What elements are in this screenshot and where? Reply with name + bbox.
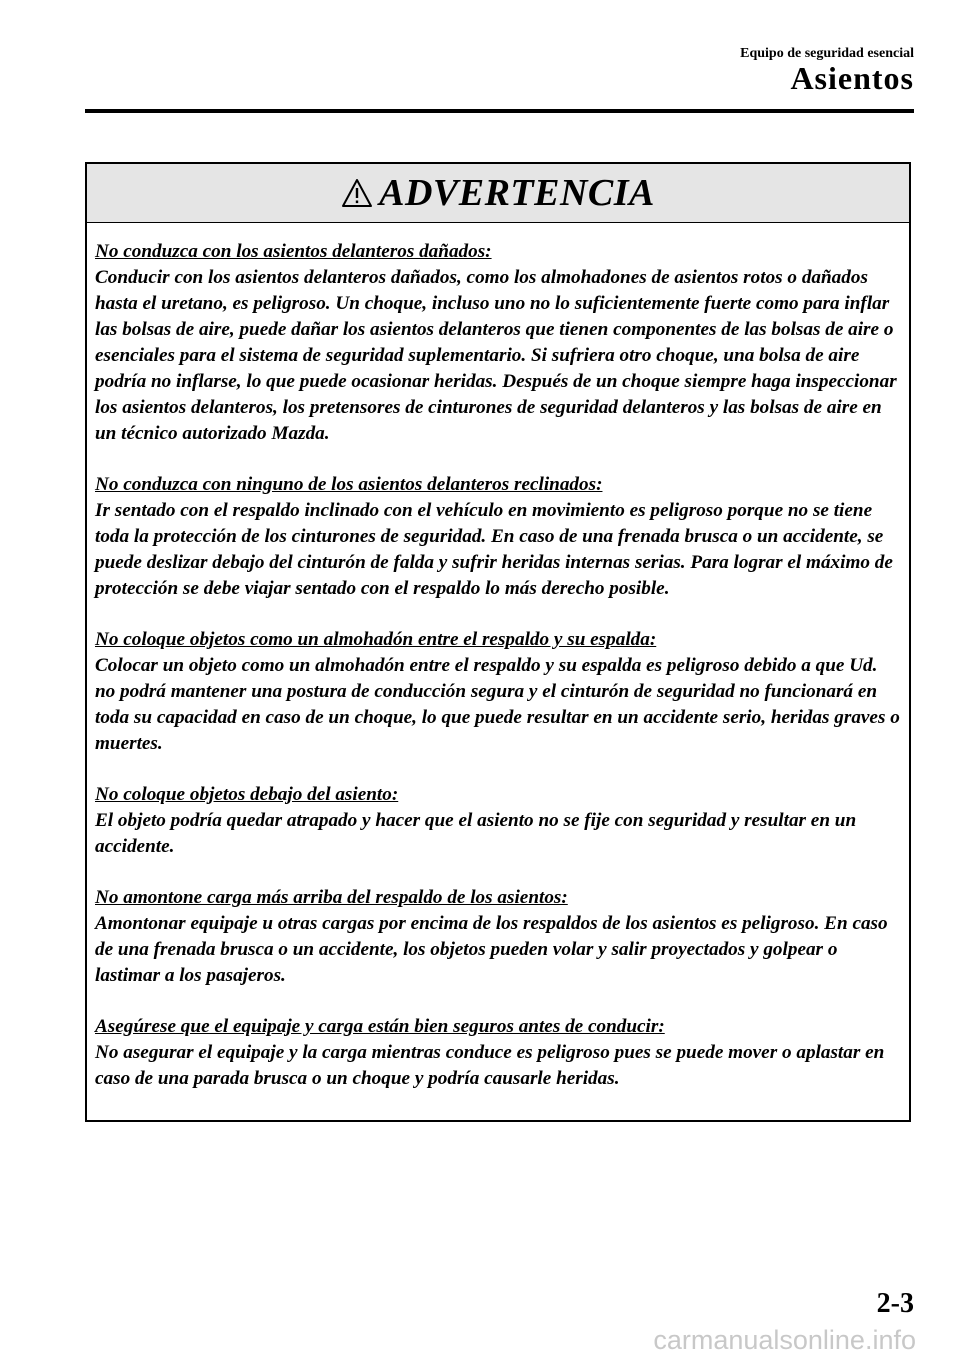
warning-header: [87, 164, 909, 223]
warning-item-heading: No amontone carga más arriba del respaldo de los asientos:: [95, 887, 568, 908]
warning-item-heading: Asegúrese que el equipaje y carga están bien seguros antes de conducir:: [95, 1016, 665, 1037]
watermark: carmanualsonline.info: [653, 1325, 916, 1355]
warning-item: [95, 1014, 901, 1092]
warning-item-text: Amontonar equipaje u otras cargas por encima de los respaldos de los asientos es peligroso. En caso de una frenada brusca o un accidente, los objetos pueden volar y salir proyectados y golpear o lastimar a los pasajeros.: [95, 913, 888, 986]
warning-item: [95, 627, 901, 757]
warning-item: [95, 782, 901, 860]
warning-item-text: Conducir con los asientos delanteros dañados, como los almohadones de asientos rotos o dañados hasta el uretano, es peligroso. Un choque, incluso uno no lo suficientemente fuerte como para inflar las bolsas de aire, puede dañar los asientos delanteros que tienen componentes de las bolsas de aire o esenciales para el sistema de seguridad suplementario. Si sufriera otro choque, una bolsa de aire podría no inflarse, lo que puede ocasionar heridas. Después de un choque siempre haga inspeccionar los asientos delanteros, los pretensores de cinturones de seguridad delanteros y las bolsas de aire en un técnico autorizado Mazda.: [95, 267, 897, 444]
warning-body: [87, 223, 909, 1092]
page-number: 2-3: [876, 1288, 914, 1319]
warning-item-text: El objeto podría quedar atrapado y hacer que el asiento no se fije con seguridad y resultar en un accidente.: [95, 810, 857, 857]
warning-triangle-icon: [341, 178, 373, 208]
warning-item-text: Ir sentado con el respaldo inclinado con el vehículo en movimiento es peligroso porque no se tiene toda la protección de los cinturones de seguridad. En caso de una frenada brusca o un accidente, se puede deslizar debajo del cinturón de falda y sufrir heridas internas serias. Para lograr el máximo de protección se debe viajar sentado con el respaldo lo más derecho posible.: [95, 500, 893, 599]
warning-item-heading: No conduzca con los asientos delanteros dañados:: [95, 241, 492, 262]
header-rule: [85, 109, 914, 113]
warning-item: [95, 885, 901, 989]
warning-item: [95, 239, 901, 447]
warning-item-heading: No conduzca con ninguno de los asientos delanteros reclinados:: [95, 474, 603, 495]
page-title: Asientos: [790, 60, 914, 96]
warning-item-text: Colocar un objeto como un almohadón entre el respaldo y su espalda es peligroso debido a que Ud. no podrá mantener una postura de conducción segura y el cinturón de seguridad no funcionará en toda su capacidad en caso de un choque, lo que puede resultar en un accidente serio, heridas graves o muertes.: [95, 655, 900, 754]
warning-item-heading: No coloque objetos debajo del asiento:: [95, 784, 399, 805]
section-label: Equipo de seguridad esencial: [740, 46, 914, 61]
warning-item-text: No asegurar el equipaje y la carga mientras conduce es peligroso pues se puede mover o aplastar en caso de una parada brusca o un choque y podría causarle heridas.: [95, 1042, 885, 1089]
warning-item-heading: No coloque objetos como un almohadón entre el respaldo y su espalda:: [95, 629, 657, 650]
warning-title: ADVERTENCIA: [379, 172, 655, 214]
warning-box: [85, 162, 911, 1122]
warning-item: [95, 472, 901, 602]
